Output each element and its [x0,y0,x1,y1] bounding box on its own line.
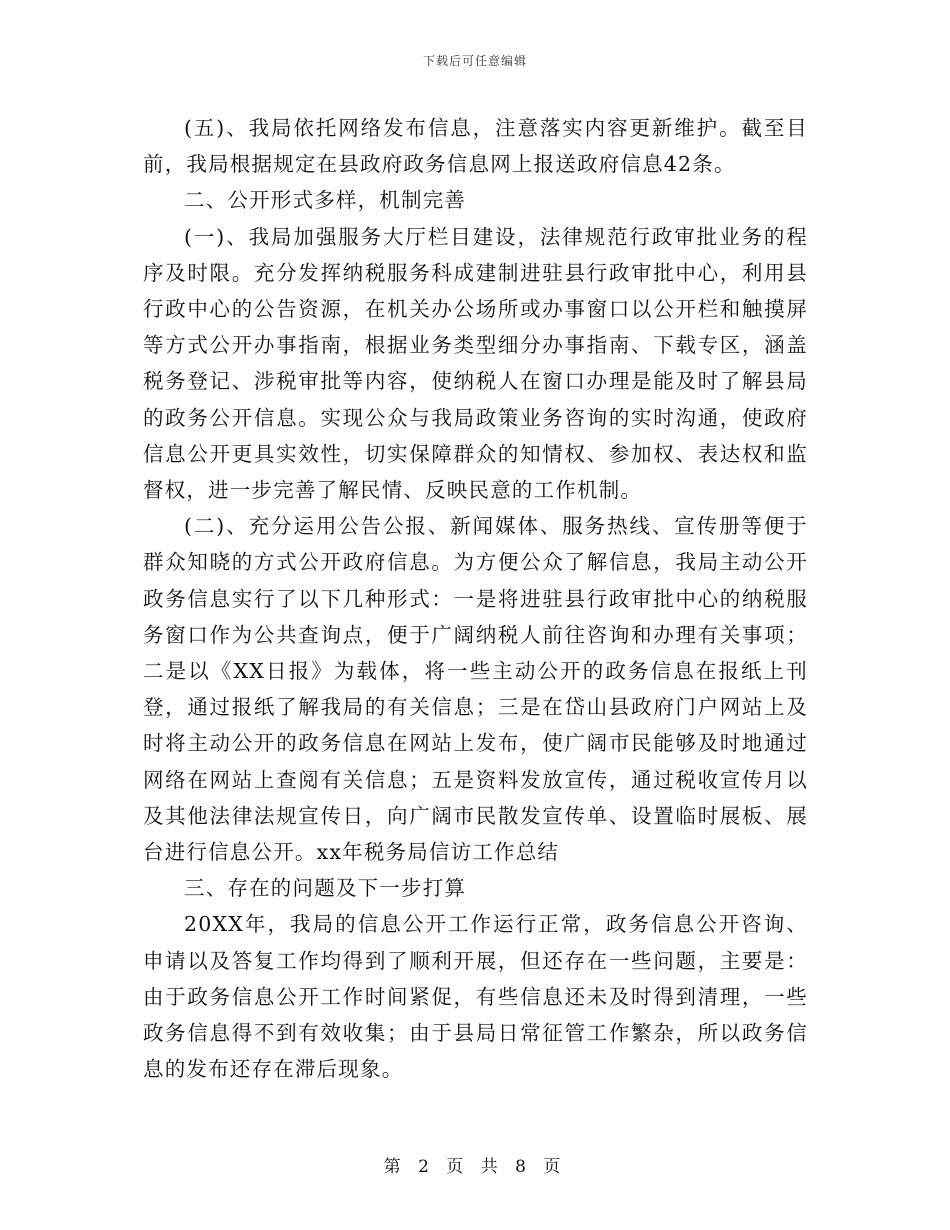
page-number: 第 2 页 共 8 页 [383,1157,567,1177]
section-heading-three: 三、存在的问题及下一步打算 [184,876,467,901]
section-heading-two: 二、公开形式多样，机制完善 [184,188,467,213]
paragraph-one-service-hall: (一)、我局加强服务大厅栏目建设，法律规范行政审批业务的程序及时限。充分发挥纳税服务科成建制进驻县行政审批中心，利用县行政中心的公告资源，在机关办公场所或办事窗口以公开栏和触摸屏等方式公开办事指南，根据业务类型细分办事指南、下载专区，涵盖税务登记、涉税审批等内容，使纳税人在窗口办理是能及时了解县局的政务公开信息。实现公众与我局政策业务咨询的实时沟通，使政府信息公开更具实效性，切实保障群众的知情权、参加权、表达权和监督权，进一步完善了解民情、反映民意的工作机制。 [143,224,808,503]
paragraph-problems: 20XX年，我局的信息公开工作运行正常，政务信息公开咨询、申请以及答复工作均得到了顺利开展，但还存在一些问题，主要是：由于政务信息公开工作时间紧促，有些信息还未及时得到清理，一些政务信息得不到有效收集；由于县局日常征管工作繁杂，所以政务信息的发布还存在滞后现象。 [143,912,808,1082]
document-body [143,110,808,1087]
page-header-note: 下载后可任意编辑 [422,54,527,68]
paragraph-five-network: (五)、我局依托网络发布信息，注意落实内容更新维护。截至目前，我局根据规定在县政府政务信息网上报送政府信息42条。 [143,116,808,177]
paragraph-two-public-channels: (二)、充分运用公告公报、新闻媒体、服务热线、宣传册等便于群众知晓的方式公开政府信息。为方便公众了解信息，我局主动公开政务信息实行了以下几种形式：一是将进驻县行政审批中心的纳税服务窗口作为公共查询点，便于广阔纳税人前往咨询和办理有关事项；二是以《XX日报》为载体，将一些主动公开的政务信息在报纸上刊登，通过报纸了解我局的有关信息；三是在岱山县政府门户网站上及时将主动公开的政务信息在网站上发布，使广阔市民能够及时地通过网络在网站上查阅有关信息；五是资料发放宣传，通过税收宣传月以及其他法律法规宣传日，向广阔市民散发宣传单、设置临时展板、展台进行信息公开。xx年税务局信访工作总结 [143,514,808,865]
